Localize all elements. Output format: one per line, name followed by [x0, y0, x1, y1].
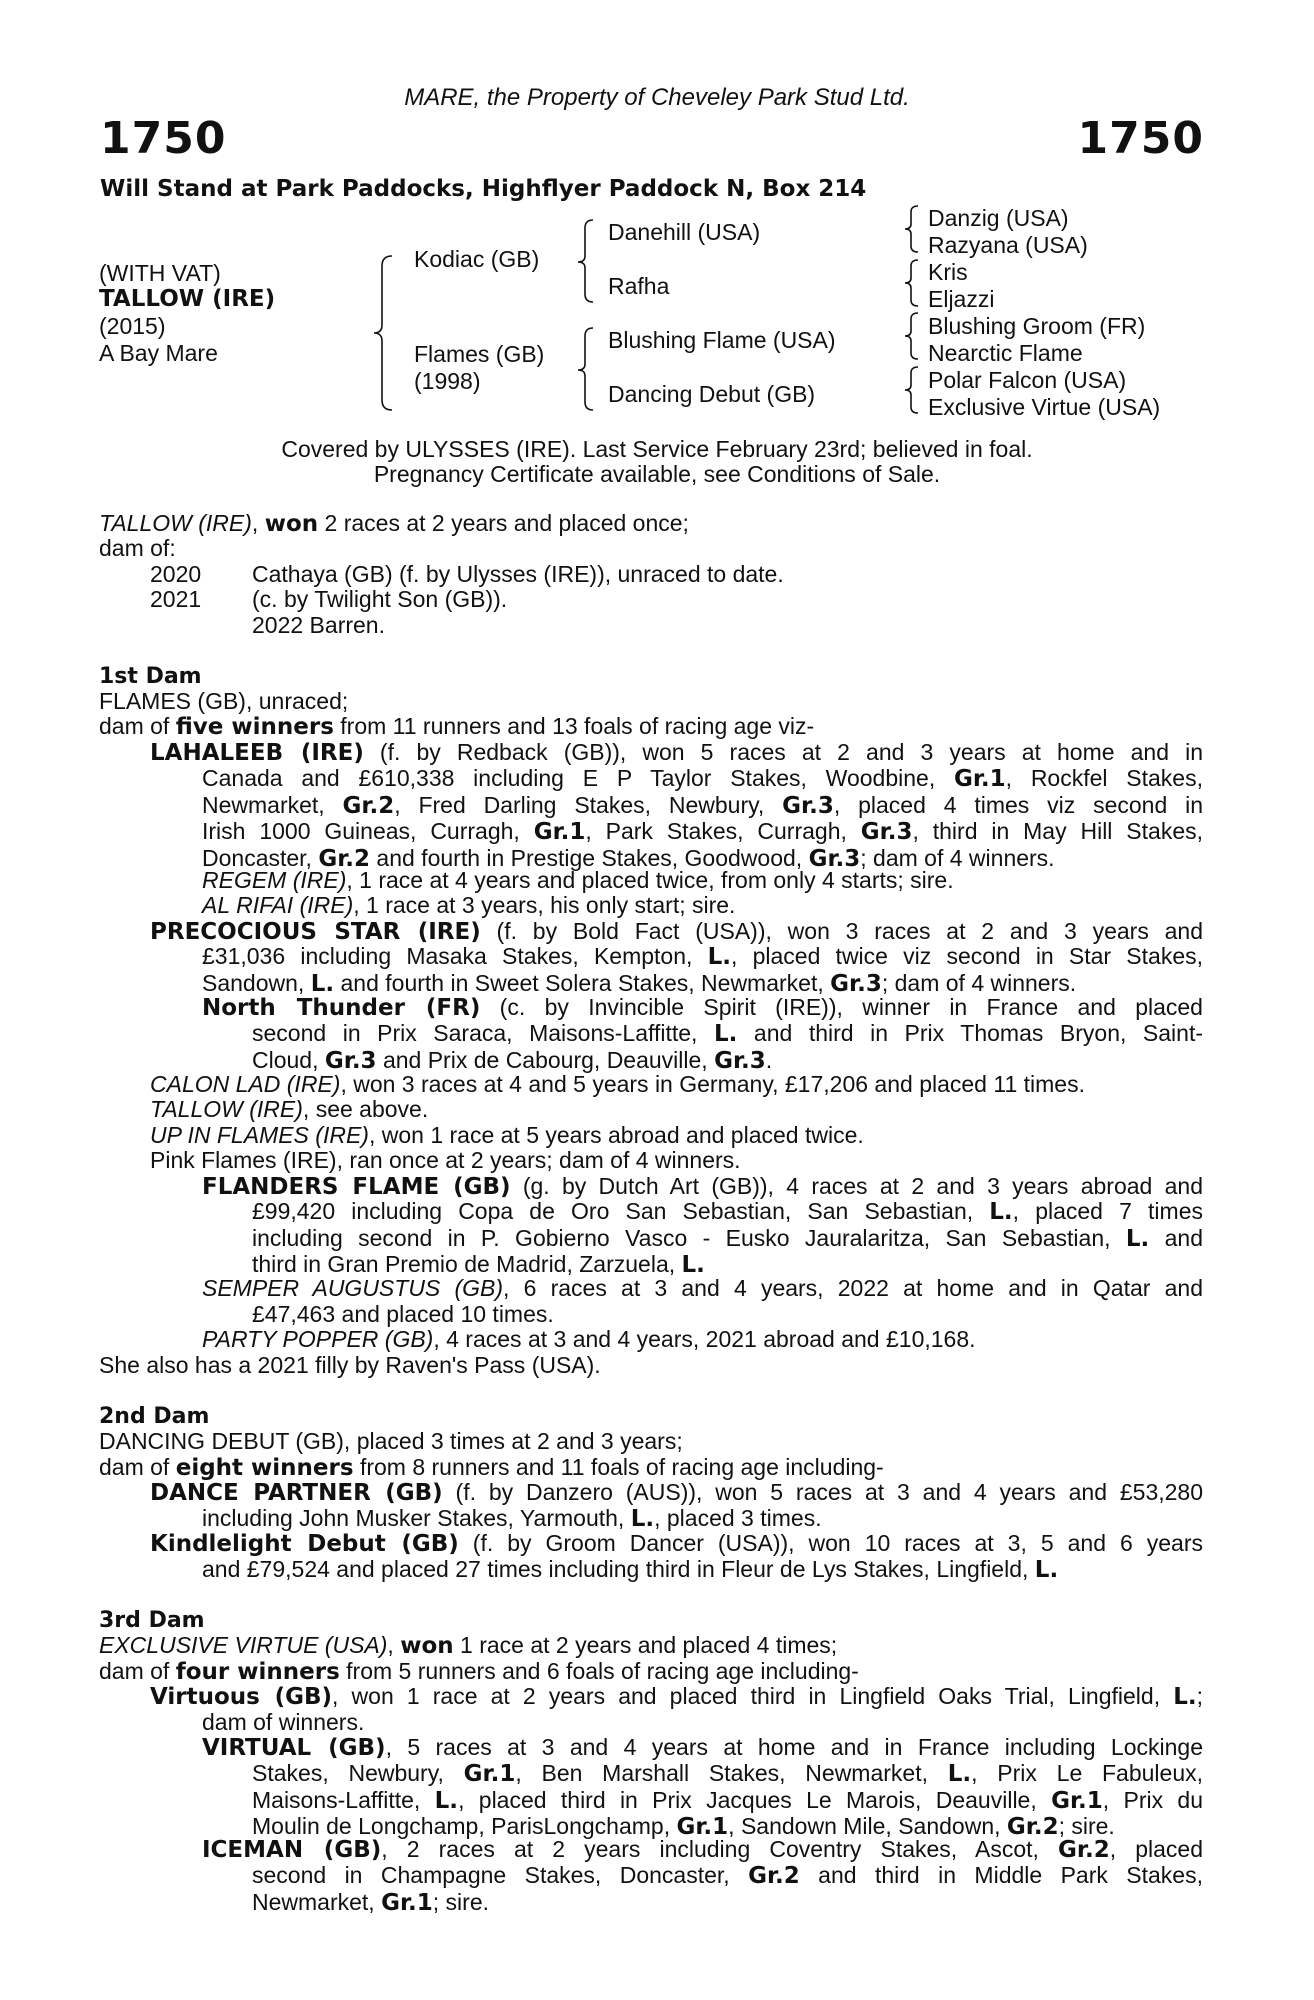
virtuous-details: dam of winners. — [202, 1709, 365, 1735]
third-dam-winners: dam of four winners from 5 runners and 6 foals of racing age including- — [99, 1658, 859, 1685]
stand-location: Will Stand at Park Paddocks, Highflyer Paddock N, Box 214 — [100, 176, 867, 202]
second-dam-title: 2nd Dam — [99, 1404, 210, 1429]
sire-dam: Rafha — [608, 273, 670, 299]
first-dam-title: 1st Dam — [99, 664, 202, 689]
third-dam-line: EXCLUSIVE VIRTUE (USA), won 1 race at 2 years and placed 4 times; — [99, 1632, 838, 1659]
lahaleeb-name: LAHALEEB (IRE) — [150, 740, 364, 766]
alrifai-entry: AL RIFAI (IRE), 1 race at 3 years, his only start; sire. — [202, 892, 736, 918]
north-thunder-details: second in Prix Saraca, Maisons-Laffitte, L. and third in Prix Thomas Bryon, Saint- Cloud, Gr.3 and Prix de Cabourg, Deauville, Gr.3. — [252, 1020, 1203, 1074]
produce-intro-rest: 2 races at 2 years and placed once; — [318, 510, 689, 536]
dance-partner-details: including John Musker Stakes, Yarmouth, L., placed 3 times. — [202, 1505, 822, 1532]
dam-year: (1998) — [414, 368, 481, 394]
tallow-entry: TALLOW (IRE), see above. — [150, 1096, 429, 1122]
flanders-entry: FLANDERS FLAME (GB) (g. by Dutch Art (GB)), 4 races at 2 and 3 years abroad and — [202, 1173, 1203, 1200]
dam-dam: Dancing Debut (GB) — [608, 381, 816, 407]
sss: Danzig (USA) — [928, 205, 1069, 231]
horse-name: TALLOW (IRE) — [99, 286, 276, 312]
flanders-details: £99,420 including Copa de Oro San Sebastian, San Sebastian, L., placed 7 times including second in P. Gobierno Vasco - Eusko Jauralaritza, San Sebastian, L. and third in Gran Premio de Madrid, Zarzuela, L. — [252, 1198, 1203, 1278]
produce-year-2020: 2020 — [150, 561, 202, 587]
dsd: Nearctic Flame — [928, 340, 1083, 366]
horse-year: (2015) — [99, 313, 166, 339]
ddd: Exclusive Virtue (USA) — [928, 394, 1161, 420]
dam-sire: Blushing Flame (USA) — [608, 327, 836, 353]
pedigree-braces — [0, 0, 1314, 420]
second-dam-line: DANCING DEBUT (GB), placed 3 times at 2 and 3 years; — [99, 1428, 683, 1454]
lahaleeb-details: Canada and £610,338 including E P Taylor Stakes, Woodbine, Gr.1, Rockfel Stakes, Newmarket, Gr.2, Fred Darling Stakes, Newbury, Gr.3, placed 4 times viz second in Irish 1000 Guineas, Curragh, Gr.1, Park Stakes, Curragh, Gr.3, third in May Hill Stakes, Doncaster, Gr.2 and fourth in Prestige Stakes, Goodwood, Gr.3; dam of 4 winners. — [202, 765, 1203, 872]
produce-dam-of: dam of: — [99, 535, 176, 561]
produce-item-2022: 2022 Barren. — [252, 612, 385, 638]
also-line: She also has a 2021 filly by Raven's Pass (USA). — [99, 1352, 601, 1378]
virtual-entry: VIRTUAL (GB), 5 races at 3 and 4 years at home and in France including Lockinge — [202, 1734, 1203, 1761]
produce-item-2020: Cathaya (GB) (f. by Ulysses (IRE)), unraced to date. — [252, 561, 784, 587]
virtual-details: Stakes, Newbury, Gr.1, Ben Marshall Stakes, Newmarket, L., Prix Le Fabuleux, Maisons-Laffitte, L., placed third in Prix Jacques Le Marois, Deauville, Gr.1, Prix du Moulin de Longchamp, ParisLongchamp, Gr.1, Sandown Mile, Sandown, Gr.2; sire. — [252, 1760, 1204, 1840]
dss: Blushing Groom (FR) — [928, 313, 1146, 339]
sds: Kris — [928, 259, 968, 285]
pink-entry: Pink Flames (IRE), ran once at 2 years; dam of 4 winners. — [150, 1147, 741, 1173]
vat-note: (WITH VAT) — [99, 260, 221, 286]
vendor-line: MARE, the Property of Cheveley Park Stud Ltd. — [404, 84, 910, 111]
calon-entry: CALON LAD (IRE), won 3 races at 4 and 5 years in Germany, £17,206 and placed 11 times. — [150, 1071, 1085, 1097]
iceman-details: second in Champagne Stakes, Doncaster, Gr.2 and third in Middle Park Stakes, Newmarket, Gr.1; sire. — [252, 1862, 1203, 1916]
produce-year-2021: 2021 — [150, 586, 202, 612]
covering-line: Covered by ULYSSES (IRE). Last Service February 23rd; believed in foal. — [281, 436, 1033, 462]
virtuous-entry: Virtuous (GB), won 1 race at 2 years and placed third in Lingfield Oaks Trial, Lingfield, L.; — [150, 1683, 1204, 1710]
pregnancy-line: Pregnancy Certificate available, see Conditions of Sale. — [373, 461, 941, 487]
third-dam-title: 3rd Dam — [99, 1608, 205, 1633]
precocious-details: £31,036 including Masaka Stakes, Kempton, L., placed twice viz second in Star Stakes, Sandown, L. and fourth in Sweet Solera Stakes, Newmarket, Gr.3; dam of 4 winners. — [202, 943, 1203, 997]
kindlelight-details: and £79,524 and placed 27 times including third in Fleur de Lys Stakes, Lingfield, L. — [202, 1556, 1059, 1583]
semper-details: £47,463 and placed 10 times. — [252, 1301, 554, 1327]
sdd: Eljazzi — [928, 286, 995, 312]
ssd: Razyana (USA) — [928, 232, 1088, 258]
sire-sire: Danehill (USA) — [608, 219, 761, 245]
second-dam-winners: dam of eight winners from 8 runners and 11 foals of racing age including- — [99, 1454, 884, 1481]
dam: Flames (GB) — [414, 341, 545, 367]
sire: Kodiac (GB) — [414, 246, 540, 272]
iceman-entry: ICEMAN (GB), 2 races at 2 years including Coventry Stakes, Ascot, Gr.2, placed — [202, 1836, 1203, 1863]
produce-horse: TALLOW (IRE) — [99, 510, 252, 536]
produce-intro: TALLOW (IRE), won 2 races at 2 years and placed once; — [99, 510, 689, 537]
kindlelight-entry: Kindlelight Debut (GB) (f. by Groom Dancer (USA)), won 10 races at 3, 5 and 6 years — [150, 1530, 1203, 1557]
regem-entry: REGEM (IRE), 1 race at 4 years and placed twice, from only 4 starts; sire. — [202, 867, 954, 893]
precocious-entry: PRECOCIOUS STAR (IRE) (f. by Bold Fact (USA)), won 3 races at 2 and 3 years and — [150, 918, 1203, 945]
produce-item-2021: (c. by Twilight Son (GB)). — [252, 586, 508, 612]
first-dam-winners: dam of five winners from 11 runners and 13 foals of racing age viz- — [99, 713, 815, 740]
dance-partner-entry: DANCE PARTNER (GB) (f. by Danzero (AUS)), won 5 races at 3 and 4 years and £53,280 — [150, 1479, 1203, 1506]
north-thunder-entry: North Thunder (FR) (c. by Invincible Spirit (IRE)), winner in France and placed — [202, 994, 1203, 1021]
dds: Polar Falcon (USA) — [928, 367, 1127, 393]
horse-description: A Bay Mare — [99, 340, 218, 366]
lot-number-left: 1750 — [100, 113, 227, 164]
lahaleeb-entry: LAHALEEB (IRE) (f. by Redback (GB)), won 5 races at 2 and 3 years at home and in — [150, 739, 1203, 766]
semper-entry: SEMPER AUGUSTUS (GB), 6 races at 3 and 4 years, 2022 at home and in Qatar and — [202, 1275, 1203, 1301]
first-dam-line: FLAMES (GB), unraced; — [99, 688, 349, 714]
produce-won: won — [264, 511, 319, 537]
party-entry: PARTY POPPER (GB), 4 races at 3 and 4 years, 2021 abroad and £10,168. — [202, 1326, 976, 1352]
lot-number-right: 1750 — [1077, 113, 1204, 164]
upin-entry: UP IN FLAMES (IRE), won 1 race at 5 years abroad and placed twice. — [150, 1122, 864, 1148]
